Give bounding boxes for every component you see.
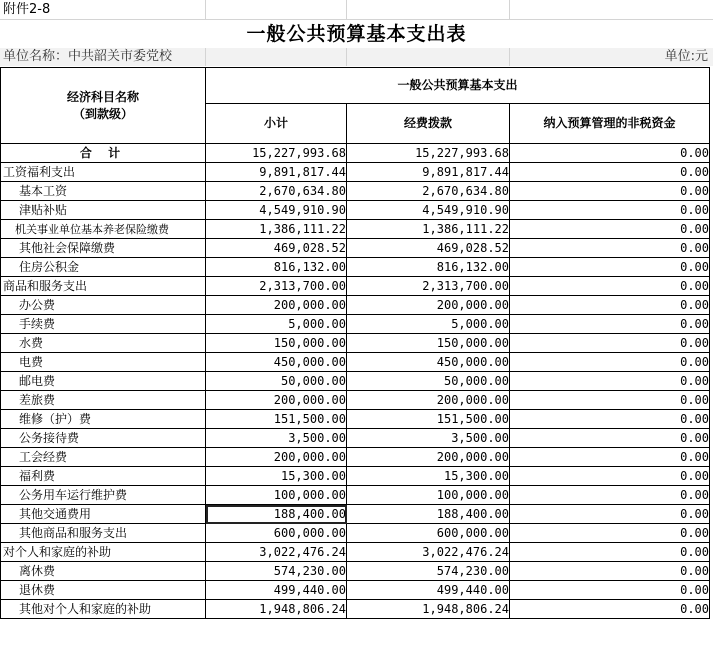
- cell-funding[interactable]: 1,386,111.22: [347, 220, 510, 239]
- table-row: [1, 391, 710, 410]
- table-row: [1, 353, 710, 372]
- cell-name[interactable]: 差旅费: [1, 391, 206, 410]
- cell-subtotal[interactable]: 200,000.00: [206, 391, 347, 410]
- cell-name[interactable]: 工资福利支出: [1, 163, 206, 182]
- cell-subtotal[interactable]: 2,670,634.80: [206, 182, 347, 201]
- cell-subtotal[interactable]: 150,000.00: [206, 334, 347, 353]
- gridline: [205, 48, 206, 66]
- cell-name[interactable]: 商品和服务支出: [1, 277, 206, 296]
- cell-funding[interactable]: 816,132.00: [347, 258, 510, 277]
- cell-name[interactable]: 对个人和家庭的补助: [1, 543, 206, 562]
- gridline: [509, 48, 510, 66]
- cell-name[interactable]: 其他商品和服务支出: [1, 524, 206, 543]
- header-funding-cell[interactable]: 经费拨款: [347, 104, 510, 144]
- cell-name[interactable]: 合 计: [1, 144, 206, 163]
- cell-funding[interactable]: 200,000.00: [347, 296, 510, 315]
- cell-nontax[interactable]: 0.00: [510, 562, 710, 581]
- cell-name[interactable]: 离休费: [1, 562, 206, 581]
- cell-funding[interactable]: 151,500.00: [347, 410, 510, 429]
- cell-funding[interactable]: 50,000.00: [347, 372, 510, 391]
- gridline: [346, 48, 347, 66]
- cell-nontax[interactable]: 0.00: [510, 220, 710, 239]
- cell-subtotal[interactable]: 1,386,111.22: [206, 220, 347, 239]
- cell-name[interactable]: 维修（护）费: [1, 410, 206, 429]
- cell-name[interactable]: 公务接待费: [1, 429, 206, 448]
- table-row: [1, 163, 710, 182]
- cell-nontax[interactable]: 0.00: [510, 505, 710, 524]
- cell-funding[interactable]: 5,000.00: [347, 315, 510, 334]
- cell-funding[interactable]: 200,000.00: [347, 391, 510, 410]
- cell-funding[interactable]: 15,227,993.68: [347, 144, 510, 163]
- cell-subtotal[interactable]: 600,000.00: [206, 524, 347, 543]
- cell-funding[interactable]: 3,500.00: [347, 429, 510, 448]
- cell-funding[interactable]: 2,670,634.80: [347, 182, 510, 201]
- cell-nontax[interactable]: 0.00: [510, 144, 710, 163]
- cell-name[interactable]: 公务用车运行维护费: [1, 486, 206, 505]
- cell-funding[interactable]: 15,300.00: [347, 467, 510, 486]
- cell-funding[interactable]: 9,891,817.44: [347, 163, 510, 182]
- cell-nontax[interactable]: 0.00: [510, 524, 710, 543]
- cell-nontax[interactable]: 0.00: [510, 372, 710, 391]
- table-row: [1, 220, 710, 239]
- table-row: [1, 505, 710, 524]
- cell-name[interactable]: 退休费: [1, 581, 206, 600]
- unit-currency[interactable]: 单位:元: [664, 49, 708, 64]
- cell-funding[interactable]: 4,549,910.90: [347, 201, 510, 220]
- cell-funding[interactable]: 600,000.00: [347, 524, 510, 543]
- table-row: [1, 524, 710, 543]
- cell-nontax[interactable]: 0.00: [510, 201, 710, 220]
- cell-funding[interactable]: 1,948,806.24: [347, 600, 510, 619]
- cell-nontax[interactable]: 0.00: [510, 429, 710, 448]
- cell-subtotal[interactable]: 151,500.00: [206, 410, 347, 429]
- cell-funding[interactable]: 188,400.00: [347, 505, 510, 524]
- cell-subtotal[interactable]: 469,028.52: [206, 239, 347, 258]
- cell-subtotal[interactable]: 100,000.00: [206, 486, 347, 505]
- cell-name[interactable]: 津贴补贴: [1, 201, 206, 220]
- cell-subtotal[interactable]: 15,300.00: [206, 467, 347, 486]
- cell-funding[interactable]: 2,313,700.00: [347, 277, 510, 296]
- cell-name[interactable]: 基本工资: [1, 182, 206, 201]
- table-row: [1, 239, 710, 258]
- unit-row: [0, 48, 713, 66]
- table-row: [1, 448, 710, 467]
- table-row: [1, 467, 710, 486]
- cell-name[interactable]: 工会经费: [1, 448, 206, 467]
- cell-nontax[interactable]: 0.00: [510, 448, 710, 467]
- cell-nontax[interactable]: 0.00: [510, 258, 710, 277]
- cell-name[interactable]: 其他交通费用: [1, 505, 206, 524]
- header-category-line1: 经济科目名称: [66, 89, 139, 104]
- cell-funding[interactable]: 574,230.00: [347, 562, 510, 581]
- cell-nontax[interactable]: 0.00: [510, 163, 710, 182]
- cell-name[interactable]: 其他社会保障缴费: [1, 239, 206, 258]
- table-row: [1, 258, 710, 277]
- cell-nontax[interactable]: 0.00: [510, 277, 710, 296]
- table-row: [1, 201, 710, 220]
- cell-nontax[interactable]: 0.00: [510, 296, 710, 315]
- cell-nontax[interactable]: 0.00: [510, 486, 710, 505]
- table-row: [1, 144, 710, 163]
- cell-subtotal[interactable]: 9,891,817.44: [206, 163, 347, 182]
- cell-nontax[interactable]: 0.00: [510, 334, 710, 353]
- cell-subtotal[interactable]: 50,000.00: [206, 372, 347, 391]
- cell-funding[interactable]: 469,028.52: [347, 239, 510, 258]
- cell-nontax[interactable]: 0.00: [510, 353, 710, 372]
- cell-subtotal[interactable]: 1,948,806.24: [206, 600, 347, 619]
- cell-nontax[interactable]: 0.00: [510, 543, 710, 562]
- gridline: [205, 0, 206, 20]
- cell-subtotal[interactable]: 3,022,476.24: [206, 543, 347, 562]
- table-row: [1, 182, 710, 201]
- cell-name[interactable]: 办公费: [1, 296, 206, 315]
- page-title[interactable]: 一般公共预算基本支出表: [246, 23, 467, 45]
- budget-table: [0, 67, 710, 619]
- header-nontax-cell[interactable]: 纳入预算管理的非税资金: [510, 104, 710, 144]
- table-row: [1, 410, 710, 429]
- cell-name[interactable]: 住房公积金: [1, 258, 206, 277]
- table-row: [1, 581, 710, 600]
- cell-name[interactable]: 福利费: [1, 467, 206, 486]
- cell-subtotal[interactable]: 4,549,910.90: [206, 201, 347, 220]
- table-row: [1, 334, 710, 353]
- table-row: [1, 296, 710, 315]
- unit-name[interactable]: 单位名称：中共韶关市委党校: [3, 49, 173, 64]
- cell-nontax[interactable]: 0.00: [510, 467, 710, 486]
- cell-name[interactable]: 机关事业单位基本养老保险缴费: [1, 220, 206, 239]
- cell-name[interactable]: 邮电费: [1, 372, 206, 391]
- cell-name[interactable]: 手续费: [1, 315, 206, 334]
- annex-row: [0, 0, 713, 20]
- cell-funding[interactable]: 3,022,476.24: [347, 543, 510, 562]
- cell-subtotal[interactable]: 15,227,993.68: [206, 144, 347, 163]
- table-row: [1, 543, 710, 562]
- cell-subtotal[interactable]: 499,440.00: [206, 581, 347, 600]
- cell-name[interactable]: 水费: [1, 334, 206, 353]
- table-row: [1, 486, 710, 505]
- cell-nontax[interactable]: 0.00: [510, 239, 710, 258]
- cell-nontax[interactable]: 0.00: [510, 315, 710, 334]
- cell-name[interactable]: 电费: [1, 353, 206, 372]
- table-row: [1, 372, 710, 391]
- cell-nontax[interactable]: 0.00: [510, 391, 710, 410]
- cell-subtotal[interactable]: 450,000.00: [206, 353, 347, 372]
- cell-funding[interactable]: 150,000.00: [347, 334, 510, 353]
- header-category-cell[interactable]: [1, 68, 206, 144]
- gridline: [509, 0, 510, 20]
- cell-funding[interactable]: 200,000.00: [347, 448, 510, 467]
- cell-funding[interactable]: 450,000.00: [347, 353, 510, 372]
- cell-subtotal[interactable]: 3,500.00: [206, 429, 347, 448]
- cell-funding[interactable]: 499,440.00: [347, 581, 510, 600]
- table-row: [1, 429, 710, 448]
- cell-nontax[interactable]: 0.00: [510, 410, 710, 429]
- cell-nontax[interactable]: 0.00: [510, 600, 710, 619]
- header-category-line2: （到款级）: [72, 106, 133, 121]
- cell-subtotal[interactable]: 5,000.00: [206, 315, 347, 334]
- header-subtotal-cell[interactable]: 小计: [206, 104, 347, 144]
- cell-nontax[interactable]: 0.00: [510, 182, 710, 201]
- cell-subtotal[interactable]: 200,000.00: [206, 448, 347, 467]
- cell-subtotal[interactable]: 200,000.00: [206, 296, 347, 315]
- header-group-cell[interactable]: 一般公共预算基本支出: [206, 68, 710, 104]
- table-row: [1, 277, 710, 296]
- cell-nontax[interactable]: 0.00: [510, 581, 710, 600]
- cell-subtotal-selected[interactable]: 188,400.00: [206, 505, 347, 524]
- table-row: [1, 562, 710, 581]
- cell-subtotal[interactable]: 574,230.00: [206, 562, 347, 581]
- cell-funding[interactable]: 100,000.00: [347, 486, 510, 505]
- cell-name[interactable]: 其他对个人和家庭的补助: [1, 600, 206, 619]
- cell-subtotal[interactable]: 816,132.00: [206, 258, 347, 277]
- cell-subtotal[interactable]: 2,313,700.00: [206, 277, 347, 296]
- table-row: [1, 600, 710, 619]
- gridline: [346, 0, 347, 20]
- annex-label[interactable]: 附件2-8: [3, 2, 51, 17]
- table-row: [1, 315, 710, 334]
